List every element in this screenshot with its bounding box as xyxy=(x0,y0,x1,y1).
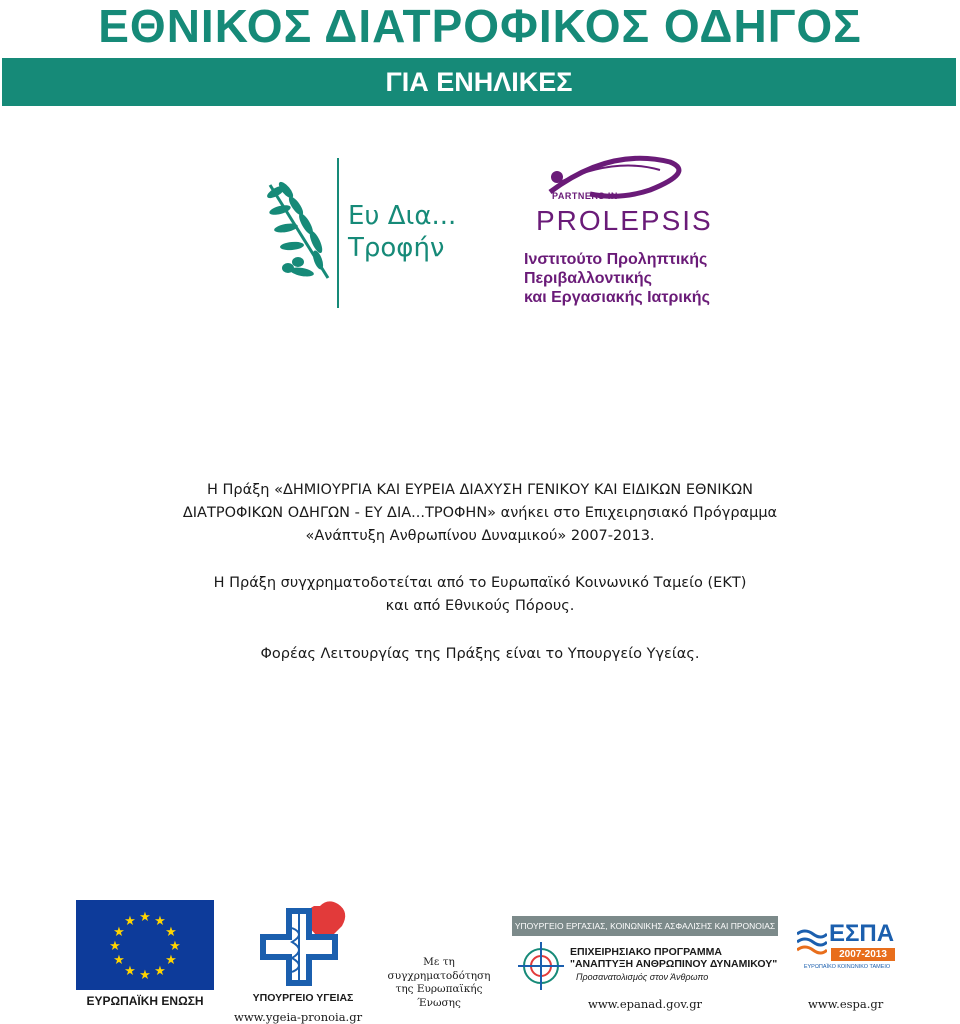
cofund-line: συγχρηματοδότηση xyxy=(387,969,491,982)
prolepsis-inst-line2: Περιβαλλοντικής xyxy=(524,270,652,287)
paragraph-project xyxy=(0,479,960,548)
prolepsis-inst-line1: Ινστιτούτο Προληπτικής xyxy=(524,251,708,268)
svg-text:★: ★ xyxy=(154,914,166,929)
epanad-url-link[interactable]: www.epanad.gov.gr xyxy=(588,997,703,1011)
svg-text:★: ★ xyxy=(109,939,121,954)
svg-text:★: ★ xyxy=(124,914,136,929)
page-title: ΕΘΝΙΚΟΣ ΔΙΑΤΡΟΦΙΚΟΣ ΟΔΗΓΟΣ xyxy=(98,0,862,52)
eu-label: ΕΥΡΩΠΑΪΚΗ ΕΝΩΣΗ xyxy=(86,994,204,1008)
prolepsis-partners-text: PARTNERS IN xyxy=(552,191,618,201)
svg-text:★: ★ xyxy=(165,953,177,968)
epanad-title-line2: "ΑΝΑΠΤΥΞΗ ΑΝΘΡΩΠΙΝΟΥ ΔΥΝΑΜΙΚΟΥ" xyxy=(570,958,778,970)
svg-text:★: ★ xyxy=(139,968,151,983)
ministry-health-icon xyxy=(258,898,358,990)
moh-label: ΥΠΟΥΡΓΕΙΟ ΥΓΕΙΑΣ xyxy=(252,992,354,1004)
svg-text:★: ★ xyxy=(139,910,151,925)
epanad-title xyxy=(570,946,777,970)
svg-text:★: ★ xyxy=(124,964,136,979)
subtitle-banner: ΓΙΑ ΕΝΗΛΙΚΕΣ xyxy=(2,58,956,106)
svg-text:★: ★ xyxy=(169,939,181,954)
eu-flag-icon xyxy=(76,900,214,990)
prolepsis-institute xyxy=(524,250,710,307)
paragraph-line: και από Εθνικούς Πόρους. xyxy=(385,598,575,614)
prolepsis-name: PROLEPSIS xyxy=(536,205,713,236)
svg-text:★: ★ xyxy=(113,953,125,968)
cofund-line: της Ευρωπαϊκής xyxy=(395,983,483,995)
prolepsis-inst-line3: και Εργασιακής Ιατρικής xyxy=(524,289,710,306)
espa-name: ΕΣΠΑ xyxy=(829,920,895,947)
espa-logo xyxy=(797,920,897,980)
epanad-title-line1: ΕΠΙΧΕΙΡΗΣΙΑΚΟ ΠΡΟΓΡΑΜΜΑ xyxy=(570,946,722,958)
cofund-line: Με τη xyxy=(423,956,455,968)
paragraph-line: Φορέας Λειτουργίας της Πράξης είναι το Υπουργείο Υγείας. xyxy=(260,646,700,662)
eudia-line1: Ευ Δια... xyxy=(348,201,457,231)
eudia-logo-text xyxy=(348,200,456,264)
epanad-ministry-header: ΥΠΟΥΡΓΕΙΟ ΕΡΓΑΣΙΑΣ, ΚΟΙΝΩΝΙΚΗΣ ΑΣΦΑΛΙΣΗΣ ΚΑΙ ΠΡΟΝΟΙΑΣ xyxy=(512,916,778,936)
paragraph-line: ΔΙΑΤΡΟΦΙΚΩΝ ΟΔΗΓΩΝ - ΕΥ ΔΙΑ...ΤΡΟΦΗΝ» ανήκει στο Επιχειρησιακό Πρόγραμμα xyxy=(182,505,778,521)
espa-wave-icon xyxy=(797,928,827,956)
svg-text:★: ★ xyxy=(113,925,125,940)
epanad-subtitle: Προσανατολισμός στον Άνθρωπο xyxy=(576,972,709,982)
espa-tag: ΕΥΡΩΠΑΪΚΟ ΚΟΙΝΩΝΙΚΟ ΤΑΜΕΙΟ xyxy=(803,964,891,970)
paragraph-operator xyxy=(0,643,960,666)
espa-years: 2007-2013 xyxy=(831,948,895,961)
paragraph-line: Η Πράξη συγχρηματοδοτείται από το Ευρωπαϊκό Κοινωνικό Ταμείο (ΕΚΤ) xyxy=(213,575,747,591)
compass-icon xyxy=(518,940,564,992)
eudia-line2: Τροφήν xyxy=(348,233,445,263)
svg-text:★: ★ xyxy=(154,964,166,979)
moh-url-link[interactable]: www.ygeia-pronoia.gr xyxy=(234,1010,363,1024)
paragraph-line: Η Πράξη «ΔΗΜΙΟΥΡΓΙΑ ΚΑΙ ΕΥΡΕΙΑ ΔΙΑΧΥΣΗ ΓΕΝΙΚΟΥ ΚΑΙ ΕΙΔΙΚΩΝ ΕΘΝΙΚΩΝ xyxy=(207,482,753,498)
paragraph-line: «Ανάπτυξη Ανθρωπίνου Δυναμικού» 2007-2013. xyxy=(305,528,655,544)
cofund-line: Ένωσης xyxy=(417,996,461,1009)
svg-text:★: ★ xyxy=(165,925,177,940)
espa-url-link[interactable]: www.espa.gr xyxy=(808,997,884,1011)
paragraph-funding xyxy=(0,572,960,618)
cofunding-note xyxy=(384,956,494,1010)
